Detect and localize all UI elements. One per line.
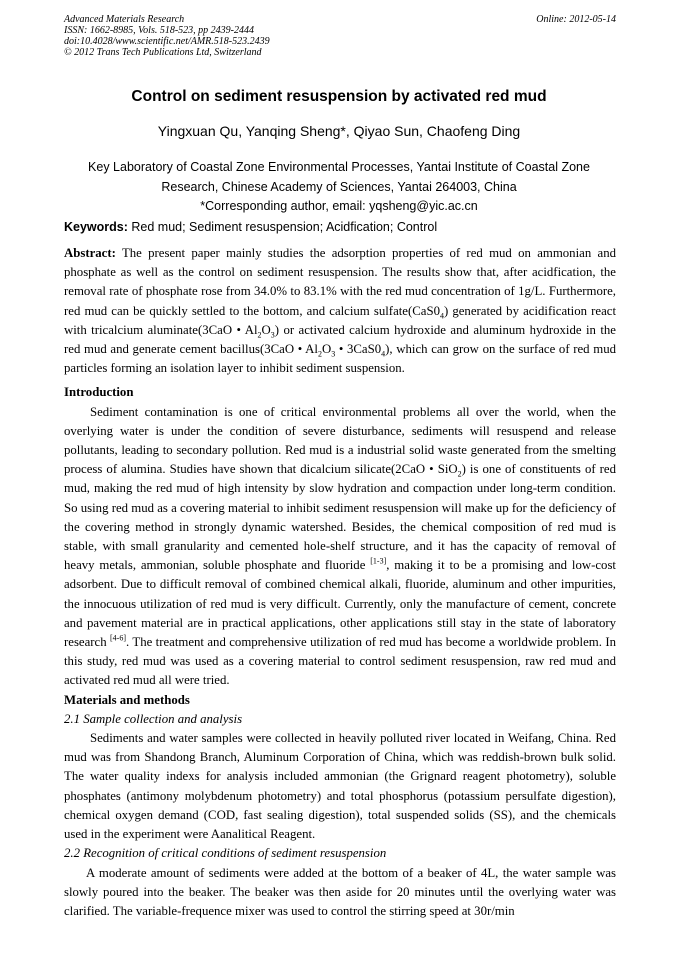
affiliation — [70, 158, 608, 217]
abstract-text: O — [261, 322, 271, 337]
abstract-text: ) generated by acidification react with tricalcium aluminate(3CaO • Al — [64, 303, 616, 337]
paper-title: Control on sediment resuspension by activated red mud — [131, 88, 547, 105]
subscript: 2 — [257, 330, 262, 340]
methods-heading: Materials and methods — [64, 692, 190, 707]
introduction-heading: Introduction — [64, 385, 134, 400]
keywords — [64, 220, 616, 234]
copyright-line: © 2012 Trans Tech Publications Ltd, Switzerland — [64, 47, 262, 58]
intro-text: ) is one of constituents of red mud, making the red mud of high intensity by slow hydration and compaction under long-term condition. So using red mud as a covering material to inhibit sediment resuspension will make up for the deficiency of the covering method in strongly dynamic watershed. Besides, the chemical composition of red mud is stable, with small granularity and cemented hole-shelf structure, and it has the capacity of removal of heavy metals, ammonian, soluble phosphate and fluoride — [64, 462, 616, 573]
introduction-paragraph — [64, 403, 616, 691]
abstract-text: ) or activated calcium hydroxide and aluminum hydroxide in the red mud and generate cement bacillus(3CaO • Al — [64, 322, 616, 357]
author-list: Yingxuan Qu, Yanqing Sheng*, Qiyao Sun, Chaofeng Ding — [157, 123, 521, 139]
intro-text: . The treatment and comprehensive utilization of red mud has become a worldwide problem. In this study, red mud was used as a covering material to control sediment resuspension, raw red mud and activated red mud all were tried. — [64, 635, 616, 688]
subscript: 2 — [457, 469, 462, 479]
subscript: 4 — [439, 311, 444, 321]
subscript: 3 — [270, 330, 275, 340]
abstract-label: Abstract: — [64, 246, 116, 260]
issn-line: ISSN: 1662-8985, Vols. 518-523, pp 2439-2444 — [64, 25, 254, 36]
doi-line: doi:10.4028/www.scientific.net/AMR.518-523.2439 — [64, 36, 270, 47]
methods-paragraph-2: A moderate amount of sediments were added at the bottom of a beaker of 4L, the water sample was slowly poured into the beaker. The beaker was then aside for 20 minutes until the overlying water was clarified. The variable-frequence mixer was used to control the stirring speed at 30r/min — [64, 865, 616, 918]
abstract-text: The present paper mainly studies the adsorption properties of red mud on ammonian and phosphate as well as the control on sediment resuspension. The results show that, after acidfication, the removal rate of phosphate rose from 34.0% to 83.1% with the red mud concentration of 1g/L. Furthermore, red mud can be quickly settled to the bottom, and calcium sulfate(CaS0 — [64, 246, 616, 318]
online-date: Online: 2012-05-14 — [536, 14, 616, 25]
journal-name: Advanced Materials Research — [64, 14, 185, 25]
citation: [1-3] — [370, 556, 387, 566]
citation: [4-6] — [110, 633, 127, 643]
abstract-text: O — [321, 342, 332, 357]
subscript: 2 — [317, 349, 322, 359]
intro-text: Sediment contamination is one of critical environmental problems all over the world, when the overlying water is under the condition of severe disturbance, sediments will resuspend and release pollutants, leading to secondary pollution. Red mud is a industrial solid waste generated from the smelting process of alumina. Studies have shown that dicalcium silicate(2CaO • SiO — [64, 404, 616, 477]
subscript: 3 — [331, 349, 336, 359]
subsection-heading-2-2: 2.2 Recognition of critical conditions of sediment resuspension — [64, 846, 387, 861]
subsection-heading-2-1: 2.1 Sample collection and analysis — [64, 711, 243, 726]
abstract — [64, 244, 616, 378]
abstract-text: ), which can grow on the surface of red mud particles forming an isolation layer to inhibit sediment suspension. — [64, 342, 616, 376]
corresponding-author: *Corresponding author, email: yqsheng@yic.ac.cn — [200, 199, 478, 213]
affiliation-line-1: Key Laboratory of Coastal Zone Environmental Processes, Yantai Institute of Coastal Zone — [88, 160, 590, 174]
affiliation-line-2: Research, Chinese Academy of Sciences, Yantai 264003, China — [161, 179, 517, 194]
abstract-text: • 3CaS0 — [335, 342, 382, 357]
methods-paragraph-1: Sediments and water samples were collected in heavily polluted river located in Weifang, China. Red mud was from Shandong Branch, Aluminum Corporation of China, which was reddish-brown bulk solid. The water quality indexs for analysis included ammonian (the Grignard reagent photometry), soluble phosphates (antimony molybdenum photometry) and total phosphorus (potassium persulfate digestion), chemical oxygen demand (COD, fast sealing digestion), total suspended solids (SS), and the chemicals used in the experiment were Aanalitical Reagent. — [64, 731, 616, 842]
keywords-text: Red mud; Sediment resuspension; Acidfication; Control — [131, 220, 438, 234]
intro-text: , making it to be a promising and low-cost adsorbent. Due to difficult removal of combined chemical alkali, fluoride, aluminum and other impurities, the innocuous utilization of red mud is very difficult. Currently, only the manufacture of cement, concrete and pavement material are in practical applications, other applications still stay in the state of laboratory research — [64, 558, 616, 650]
keywords-label: Keywords: — [64, 220, 128, 234]
subscript: 4 — [381, 349, 386, 359]
journal-header — [64, 14, 616, 58]
paper-body — [64, 244, 616, 921]
